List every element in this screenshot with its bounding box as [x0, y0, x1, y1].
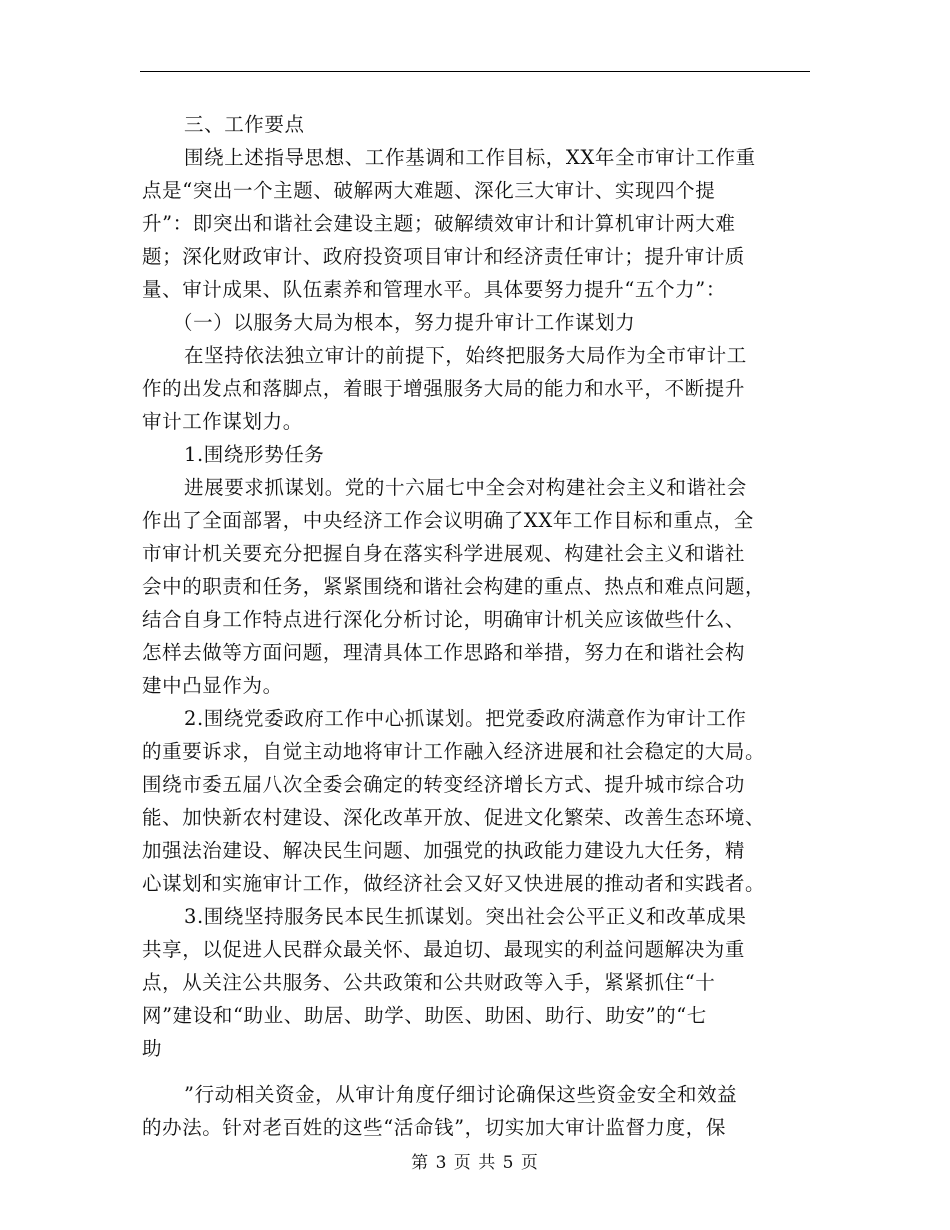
document-body — [142, 108, 810, 1144]
paragraph-line: 建中凸显作为。 — [142, 674, 283, 697]
paragraph-line: 的重要诉求，自觉主动地将审计工作融入经济进展和社会稳定的大局。 — [142, 740, 766, 763]
paragraph-line: 在坚持依法独立审计的前提下，始终把服务大局作为全市审计工 — [184, 344, 747, 367]
paragraph-line: 作的出发点和落脚点，着眼于增强服务大局的能力和水平，不断提升 — [142, 377, 746, 400]
paragraph-line: 的办法。针对老百姓的这些“活命钱”，切实加大审计监督力度，保 — [142, 1116, 726, 1139]
paragraph-line: 3.围绕坚持服务民本民生抓谋划。突出社会公平正义和改革成果 — [184, 905, 747, 928]
paragraph-line: 作出了全面部署，中央经济工作会议明确了XX年工作目标和重点，全 — [142, 509, 754, 532]
paragraph-line: 围绕市委五届八次全委会确定的转变经济增长方式、提升城市综合功 — [142, 773, 746, 796]
paragraph-line: 能、加快新农村建设、深化改革开放、促进文化繁荣、改善生态环境、 — [142, 806, 766, 829]
paragraph-line: 围绕上述指导思想、工作基调和工作目标，XX年全市审计工作重 — [184, 146, 756, 169]
paragraph-line: 审计工作谋划力。 — [142, 410, 303, 433]
paragraph-line: 怎样去做等方面问题，理清具体工作思路和举措，努力在和谐社会构 — [142, 641, 746, 664]
header-rule — [140, 71, 810, 72]
paragraph-line: 2.围绕党委政府工作中心抓谋划。把党委政府满意作为审计工作 — [184, 707, 747, 730]
paragraph-line: 会中的职责和任务，紧紧围绕和谐社会构建的重点、热点和难点问题， — [142, 575, 766, 598]
paragraph-line: ”行动相关资金，从审计角度仔细讨论确保这些资金安全和效益 — [184, 1083, 738, 1106]
paragraph-line: 结合自身工作特点进行深化分析讨论，明确审计机关应该做些什么、 — [142, 608, 746, 631]
paragraph-line: 心谋划和实施审计工作，做经济社会又好又快进展的推动者和实践者。 — [142, 872, 766, 895]
paragraph-line: 加强法治建设、解决民生问题、加强党的执政能力建设九大任务，精 — [142, 839, 746, 862]
paragraph-line: 进展要求抓谋划。党的十六届七中全会对构建社会主义和谐社会 — [184, 476, 747, 499]
paragraph-line: 助 — [142, 1037, 163, 1060]
paragraph-line: 网”建设和“助业、助居、助学、助医、助困、助行、助安”的“七 — [142, 1004, 707, 1027]
numbered-heading: 1.围绕形势任务 — [184, 443, 325, 466]
paragraph-line: 升”：即突出和谐社会建设主题；破解绩效审计和计算机审计两大难 — [142, 212, 736, 235]
page-number-footer: 第 3 页 共 5 页 — [411, 1153, 539, 1173]
paragraph-line: 共享，以促进人民群众最关怀、最迫切、最现实的利益问题解决为重 — [142, 938, 746, 961]
paragraph-line: 市审计机关要充分把握自身在落实科学进展观、构建社会主义和谐社 — [142, 542, 746, 565]
subsection-heading: （一）以服务大局为根本，努力提升审计工作谋划力 — [173, 311, 636, 334]
paragraph-line: 量、审计成果、队伍素养和管理水平。具体要努力提升“五个力”： — [142, 278, 726, 301]
paragraph-line: 题；深化财政审计、政府投资项目审计和经济责任审计；提升审计质 — [142, 245, 746, 268]
section-heading: 三、工作要点 — [184, 113, 305, 136]
paragraph-line: 点是“突出一个主题、破解两大难题、深化三大审计、实现四个提 — [142, 179, 716, 202]
paragraph-line: 点，从关注公共服务、公共政策和公共财政等入手，紧紧抓住“十 — [142, 971, 716, 994]
